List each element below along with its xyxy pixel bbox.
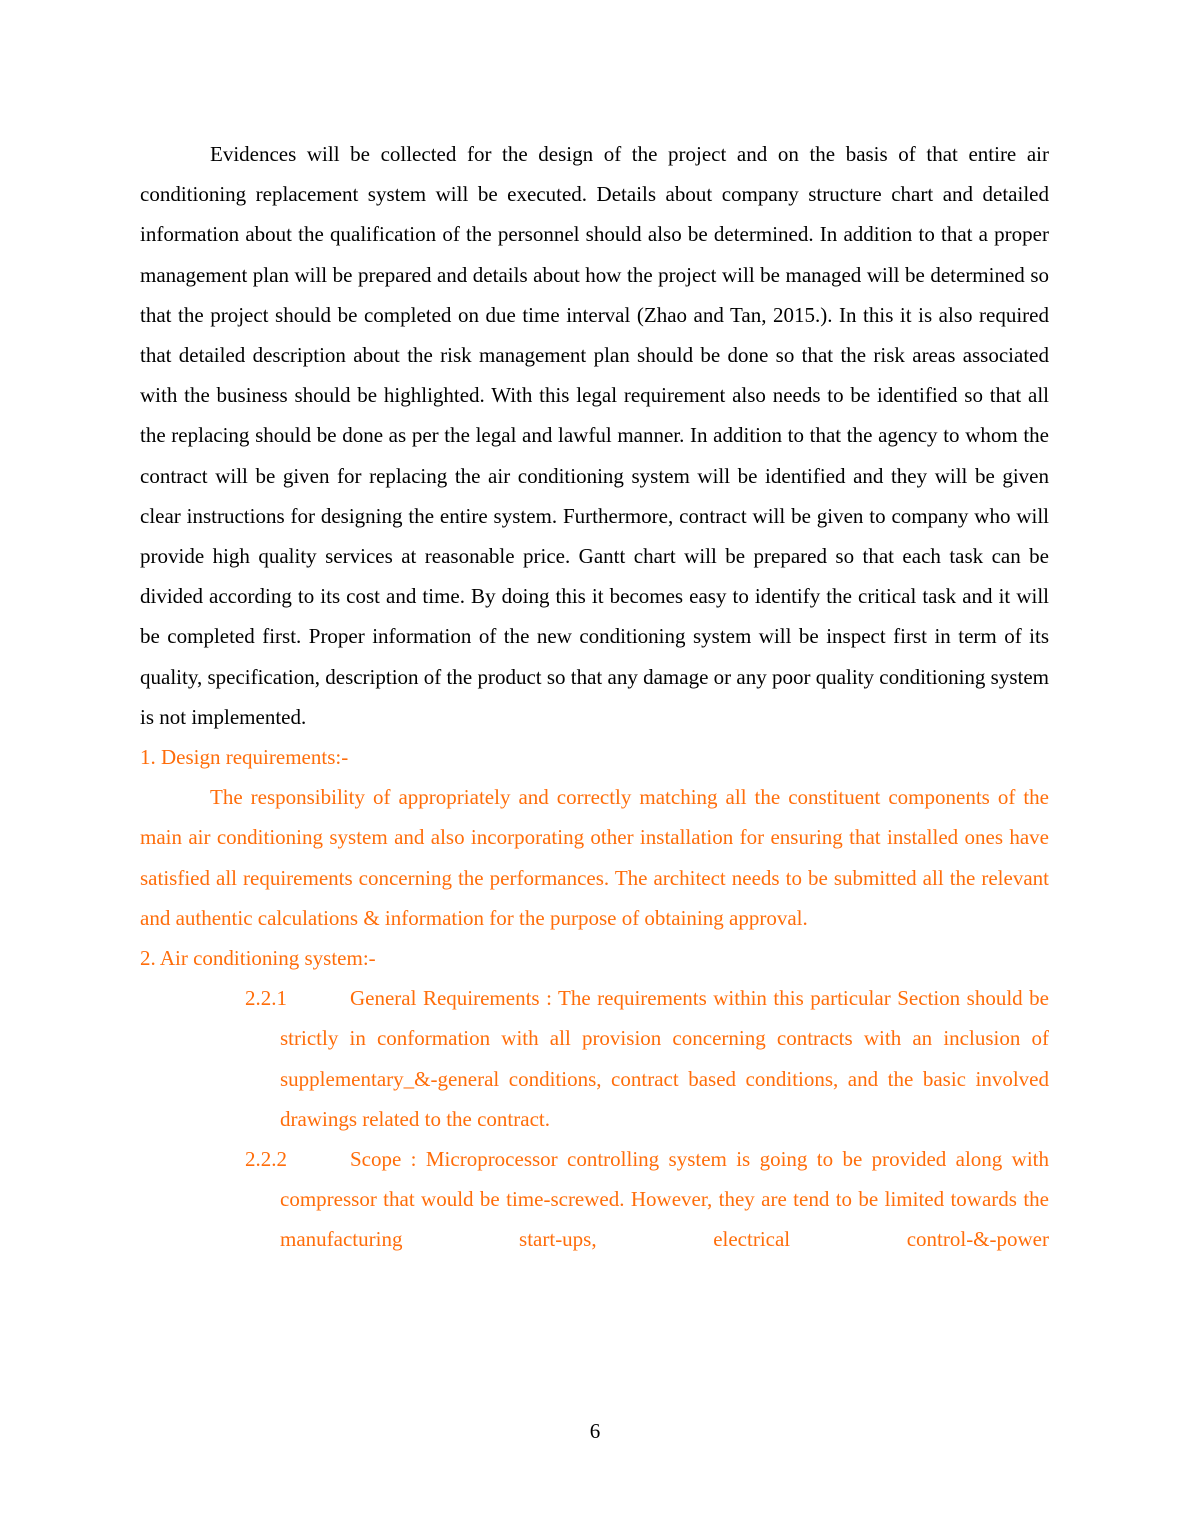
document-page	[140, 134, 1049, 1260]
subsection-number: 2.2.2	[245, 1147, 287, 1172]
subsection-text: General Requirements : The requirements within this particular Section should be strictly in conformation with all provision concerning contracts with an inclusion of supplementary_&-general conditions, contract based conditions, and the basic involved drawings related to the contract.	[280, 986, 1049, 1131]
subsection-text: Scope : Microprocessor controlling system is going to be provided along with compressor that would be time-screwed. However, they are tend to be limited towards the manufacturing start-ups, electrical control-&-power	[280, 1147, 1049, 1252]
subsection-number: 2.2.1	[245, 986, 287, 1011]
body-paragraph: Evidences will be collected for the design of the project and on the basis of that entire air conditioning replacement system will be executed. Details about company structure chart and detailed information about the qualification of the personnel should also be determined. In addition to that a proper management plan will be prepared and details about how the project will be managed will be determined so that the project should be completed on due time interval (Zhao and Tan, 2015.). In this it is also required that detailed description about the risk management plan should be done so that the risk areas associated with the business should be highlighted. With this legal requirement also needs to be identified so that all the replacing should be done as per the legal and lawful manner. In addition to that the agency to whom the contract will be given for replacing the air conditioning system will be identified and they will be given clear instructions for designing the entire system. Furthermore, contract will be given to company who will provide high quality services at reasonable price. Gantt chart will be prepared so that each task can be divided according to its cost and time. By doing this it becomes easy to identify the critical task and it will be completed first. Proper information of the new conditioning system will be inspect first in term of its quality, specification, description of the product so that any damage or any poor quality conditioning system is not implemented.	[140, 142, 1050, 729]
section-heading-design-requirements: 1. Design requirements:-	[140, 745, 349, 770]
design-requirements-paragraph: The responsibility of appropriately and correctly matching all the constituent components of the main air conditioning system and also incorporating other installation for ensuring that installed ones have satisfied all requirements concerning the performances. The architect needs to be submitted all the relevant and authentic calculations & information for the purpose of obtaining approval.	[140, 785, 1049, 930]
subsection-scope	[245, 1139, 1049, 1260]
page-number: 6	[589, 1419, 601, 1443]
section-heading-air-conditioning-system: 2. Air conditioning system:-	[140, 946, 376, 971]
subsection-general-requirements	[245, 978, 1049, 1139]
